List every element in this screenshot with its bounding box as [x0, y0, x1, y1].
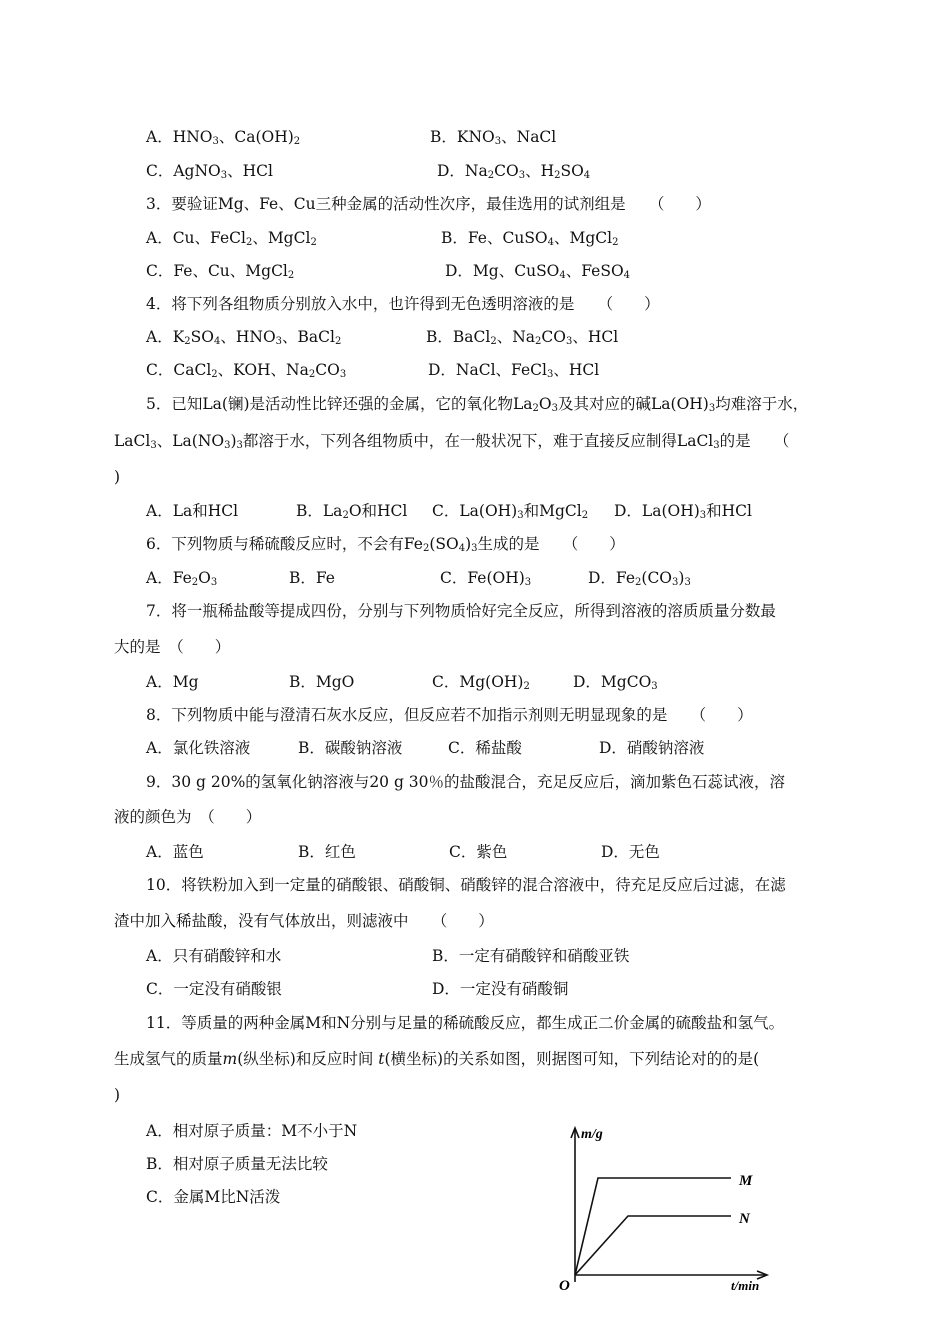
q5-option-c: C．$La(OH)_3$和MgCl$_2$: [432, 502, 589, 521]
q4-option-c: C．CaCl$_2$、KOH、$Na_2CO_3$: [146, 361, 347, 380]
q9-option-c: C．紫色: [449, 843, 508, 861]
q2-option-d: D．$Na_2CO_3$、$H_2SO_4$: [437, 162, 591, 181]
q4-option-b: B．BaCl$_2$、$Na_2CO_3$、HCl: [426, 328, 619, 347]
q6-option-b: B．Fe: [289, 569, 335, 587]
q3-stem: 3．要验证Mg、Fe、Cu三种金属的活动性次序，最佳选用的试剂组是 （ ）: [146, 195, 711, 213]
q4-stem: 4．将下列各组物质分别放入水中，也许得到无色透明溶液的是 （ ）: [146, 295, 660, 313]
q10-stem-line2: 渣中加入稀盐酸，没有气体放出，则滤液中 （ ）: [114, 912, 494, 930]
q8-option-d: D．硝酸钠溶液: [599, 739, 705, 757]
curve-n: [575, 1216, 731, 1275]
q9-stem-line1: 9．30 g 20%的氢氧化钠溶液与20 g 30％的盐酸混合，充足反应后，滴加紫色石蕊试液，溶: [146, 773, 786, 791]
q4-option-d: D．NaCl、FeCl$_3$、HCl: [428, 361, 600, 380]
x-axis-label: t/min: [731, 1278, 760, 1293]
q10-option-c: C．一定没有硝酸银: [146, 980, 282, 998]
q9-option-b: B．红色: [298, 843, 356, 861]
q3-option-b: B．Fe、CuSO$_4$、MgCl$_2$: [441, 229, 619, 248]
q10-option-a: A．只有硝酸锌和水: [146, 947, 282, 965]
q11-option-a: A．相对原子质量：M不小于N: [146, 1122, 358, 1140]
q11-stem-line1: 11．等质量的两种金属M和N分别与足量的稀硫酸反应，都生成正二价金属的硫酸盐和氢气。: [146, 1014, 785, 1032]
q5-option-d: D．$La(OH)_3$和HCl: [614, 502, 752, 521]
q11-stem-line2: 生成氢气的质量m(纵坐标)和反应时间 t(横坐标)的关系如图，则据图可知，下列结论对的的是(: [114, 1050, 760, 1068]
q4-option-a: A．$K_2SO_4$、$HNO_3$、BaCl$_2$: [146, 328, 342, 347]
q6-option-d: D．$Fe_2(CO_3)_3$: [588, 569, 691, 588]
q9-option-a: A．蓝色: [146, 843, 204, 861]
q8-option-b: B．碳酸钠溶液: [298, 739, 403, 757]
q6-option-c: C．$Fe(OH)_3$: [440, 569, 532, 588]
curve-n-label: N: [739, 1211, 750, 1227]
q8-stem: 8．下列物质中能与澄清石灰水反应，但反应若不加指示剂则无明显现象的是 （ ）: [146, 706, 753, 724]
q11-reaction-graph: [555, 1120, 775, 1295]
q7-option-d: D．MgCO$_3$: [573, 673, 658, 692]
q2-option-c: C．AgNO$_3$、HCl: [146, 162, 273, 181]
curve-m: [575, 1178, 731, 1275]
q6-stem: 6．下列物质与稀硫酸反应时，不会有$Fe_2(SO_4)_3$生成的是 （ ）: [146, 535, 625, 554]
q6-option-a: A．$Fe_2O_3$: [146, 569, 218, 588]
q11-option-c: C．金属M比N活泼: [146, 1188, 281, 1206]
q8-option-a: A．氯化铁溶液: [146, 739, 251, 757]
q7-stem-line2: 大的是 （ ）: [114, 638, 231, 656]
q11-option-b: B．相对原子质量无法比较: [146, 1155, 328, 1173]
q2-option-b: B．$KNO_3$、NaCl: [430, 128, 557, 147]
q5-stem-line2: LaCl$_3$、$La(NO_3)_3$都溶于水，下列各组物质中，在一般状况下，难于直接反应制得LaCl$_3$的是 （: [114, 432, 790, 451]
q5-stem-line3: ): [114, 468, 121, 486]
q3-option-c: C．Fe、Cu、MgCl$_2$: [146, 262, 295, 281]
q11-stem-line3: ): [114, 1086, 121, 1104]
q5-option-b: B．$La_2O$和HCl: [296, 502, 408, 521]
q5-stem-line1: 5．已知La(镧)是活动性比锌还强的金属，它的氧化物$La_2O_3$及其对应的碱$La(OH)_3$均难溶于水，: [146, 395, 809, 414]
q2-option-a: A．$HNO_3$、$Ca(OH)_2$: [146, 128, 301, 147]
y-axis-label: m/g: [581, 1127, 603, 1142]
q8-option-c: C．稀盐酸: [448, 739, 522, 757]
q3-option-d: D．Mg、CuSO$_4$、FeSO$_4$: [445, 262, 631, 281]
q7-option-c: C．$Mg(OH)_2$: [432, 673, 530, 692]
q10-option-b: B．一定有硝酸锌和硝酸亚铁: [432, 947, 630, 965]
q7-option-a: A．Mg: [146, 673, 199, 691]
q10-option-d: D．一定没有硝酸铜: [432, 980, 569, 998]
q5-option-a: A．La和HCl: [146, 502, 239, 520]
q9-option-d: D．无色: [601, 843, 660, 861]
q7-stem-line1: 7．将一瓶稀盐酸等提成四份，分别与下列物质恰好完全反应，所得到溶液的溶质质量分数最: [146, 602, 776, 620]
q3-option-a: A．Cu、FeCl$_2$、MgCl$_2$: [146, 229, 317, 248]
origin-label: O: [559, 1278, 570, 1294]
curve-m-label: M: [739, 1173, 753, 1189]
q10-stem-line1: 10．将铁粉加入到一定量的硝酸银、硝酸铜、硝酸锌的混合溶液中，待充足反应后过滤，在滤: [146, 876, 786, 894]
q9-stem-line2: 液的颜色为 （ ）: [114, 808, 262, 826]
q7-option-b: B．MgO: [289, 673, 355, 691]
